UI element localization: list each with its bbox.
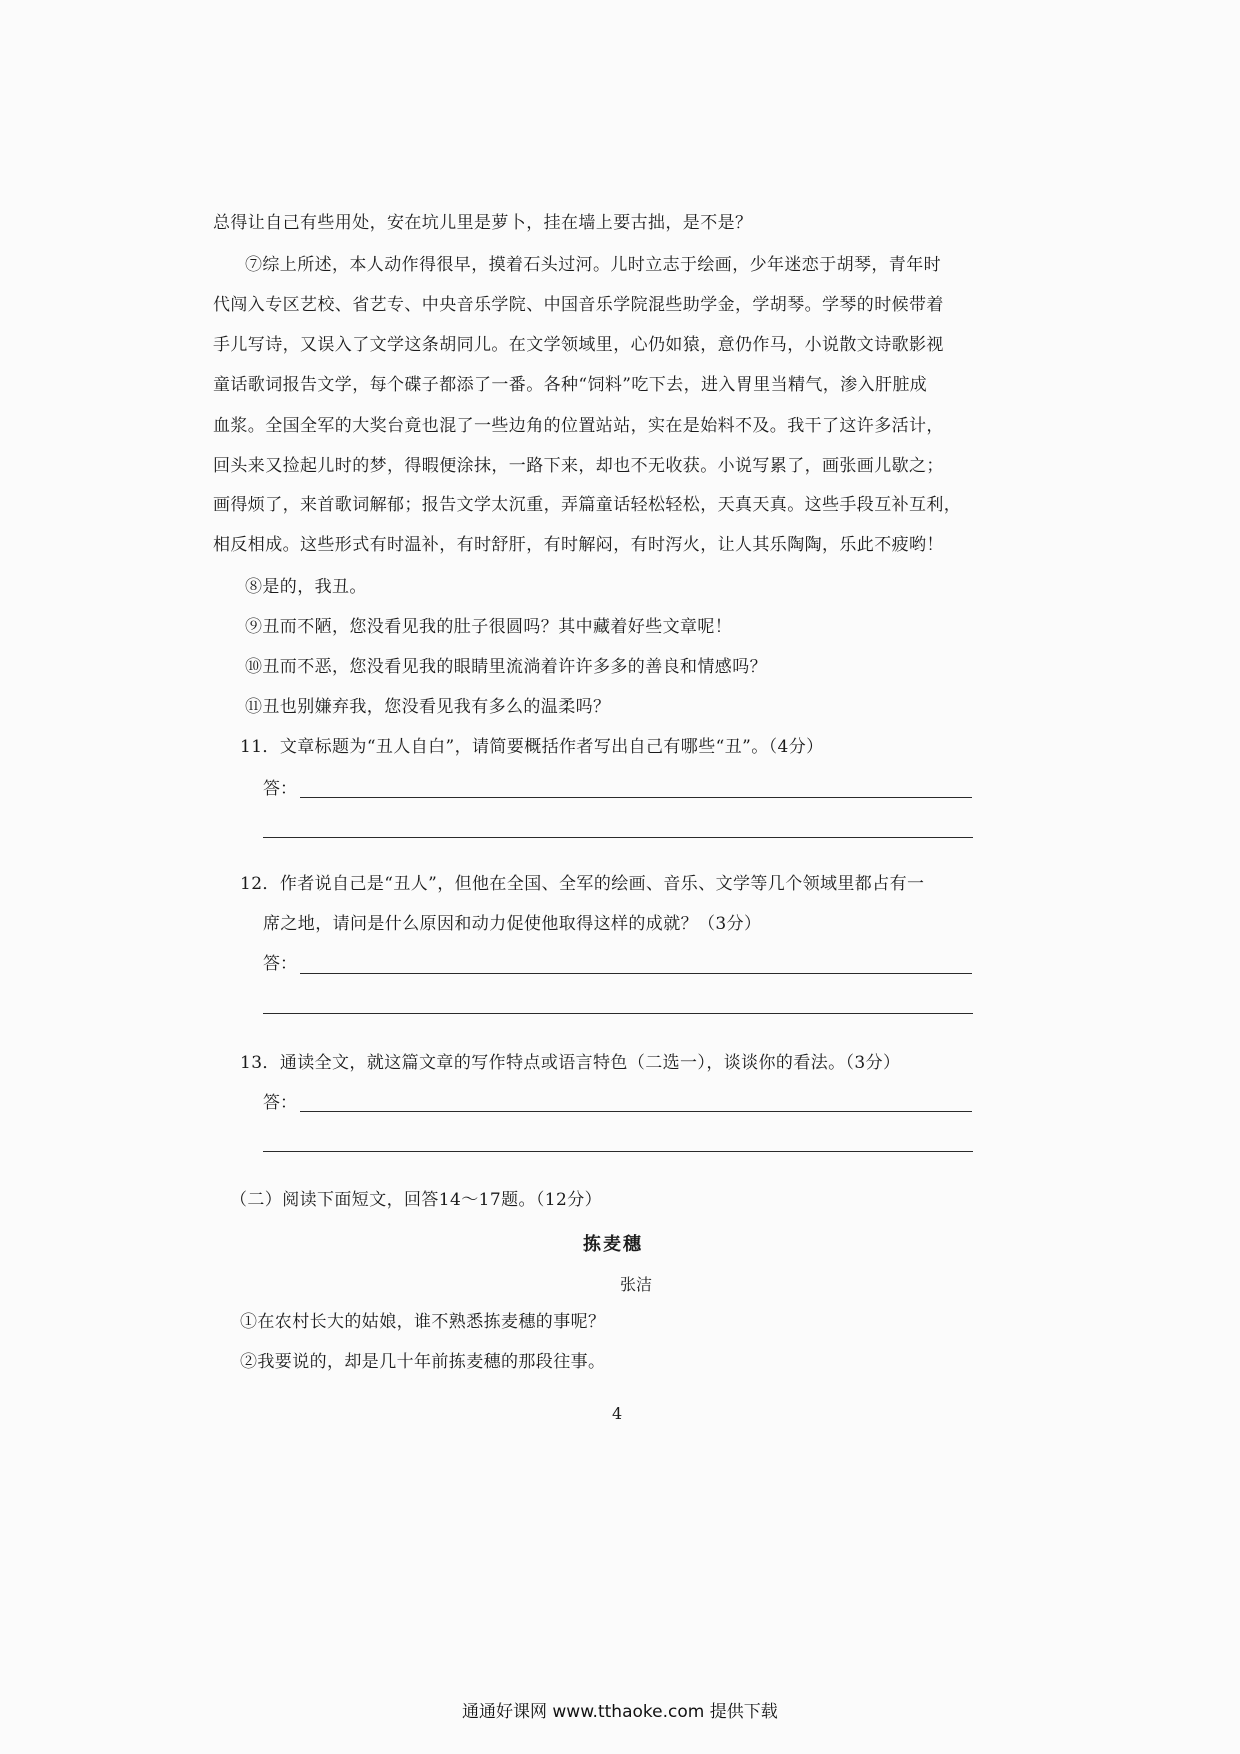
answer-line[interactable] [300,973,972,974]
passage-line: 手儿写诗，又误入了文学这条胡同儿。在文学领域里，心仍如猿，意仍作马，小说散文诗歌影视 [213,335,944,355]
passage-line: ⑩丑而不恶，您没看见我的眼睛里流淌着许许多多的善良和情感吗？ [245,657,767,677]
passage-line: 血浆。全国全军的大奖台竟也混了一些边角的位置站站，实在是始料不及。我干了这许多活计， [213,416,944,436]
answer-label: 答： [263,954,297,974]
page-number: 4 [612,1404,623,1423]
question-12: 12．作者说自己是“丑人”，但他在全国、全军的绘画、音乐、文学等几个领域里都占有一 [240,874,925,894]
section-heading: （二）阅读下面短文，回答14～17题。（12分） [230,1190,602,1210]
answer-line[interactable] [263,1013,973,1014]
article-title: 拣麦穗 [583,1234,643,1255]
passage-line: ⑪丑也别嫌弃我，您没看见我有多么的温柔吗？ [245,697,611,717]
article-line: ①在农村长大的姑娘，谁不熟悉拣麦穗的事呢？ [240,1312,606,1332]
passage-line: 相反相成。这些形式有时温补，有时舒肝，有时解闷，有时泻火，让人其乐陶陶，乐此不疲哟！ [213,535,944,555]
answer-label: 答： [263,779,297,799]
passage-line: 代闯入专区艺校、省艺专、中央音乐学院、中国音乐学院混些助学金，学胡琴。学琴的时候带着 [213,295,944,315]
question-13: 13．通读全文，就这篇文章的写作特点或语言特色（二选一），谈谈你的看法。（3分） [240,1053,901,1073]
article-author: 张洁 [620,1275,653,1294]
question-11: 11．文章标题为“丑人自白”，请简要概括作者写出自己有哪些“丑”。（4分） [240,737,824,757]
question-12-continued: 席之地，请问是什么原因和动力促使他取得这样的成就？（3分） [263,914,762,934]
article-line: ②我要说的，却是几十年前拣麦穗的那段往事。 [240,1352,606,1372]
passage-line: 回头来又捡起儿时的梦，得暇便涂抹，一路下来，却也不无收获。小说写累了，画张画儿歇之； [213,456,944,476]
passage-line: ⑧是的，我丑。 [245,577,367,597]
passage-line: ⑨丑而不陋，您没看见我的肚子很圆吗？其中藏着好些文章呢！ [245,617,733,637]
answer-line[interactable] [300,797,972,798]
answer-line[interactable] [263,837,973,838]
passage-line: 童话歌词报告文学，每个碟子都添了一番。各种“饲料”吃下去，进入胃里当精气，渗入肝脏成 [213,375,928,395]
answer-label: 答： [263,1093,297,1113]
passage-line: ⑦综上所述，本人动作得很早，摸着石头过河。儿时立志于绘画，少年迷恋于胡琴，青年时 [245,255,941,275]
answer-line[interactable] [300,1111,972,1112]
passage-line: 总得让自己有些用处，安在坑儿里是萝卜，挂在墙上要古拙，是不是？ [213,213,753,233]
download-footer: 通通好课网 www.tthaoke.com 提供下载 [462,1702,778,1722]
answer-line[interactable] [263,1151,973,1152]
passage-line: 画得烦了，来首歌词解郁；报告文学太沉重，弄篇童话轻松轻松，天真天真。这些手段互补互利， [213,495,962,515]
